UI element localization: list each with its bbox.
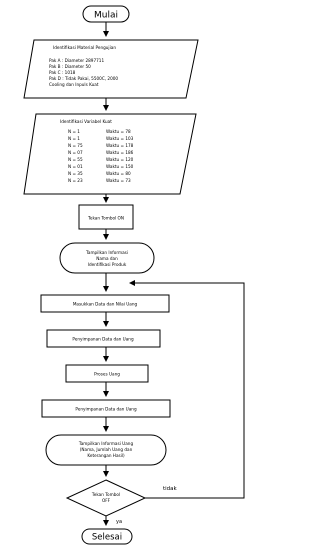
variable-title: Identifikasi Variabel Kuat [60,119,112,124]
display-product-line-1: Tampilkan Informasi [86,250,128,255]
end-label: Selesai [91,532,123,543]
display-money-line-1: Tampilkan Informasi Uang [78,441,134,446]
display-product-line-2: Nama dan [96,256,118,261]
no-loop-arrow [130,283,244,498]
variable-row-7-left: N = 35 [68,171,83,176]
save-data-label: Penyimpanan Data dan Uang [75,406,137,412]
display-product-line-3: Identifikasi Produk [87,262,127,267]
variable-row-8-right: Waktu = 73 [106,178,131,183]
variable-row-4-left: N = 07 [68,150,83,155]
material-line-1: Pak A : Diameter 2897711 [49,58,105,63]
variable-row-7-right: Waktu = 80 [106,171,131,176]
yes-label: ya [116,519,123,525]
press-on-button-label: Tekan Tombol ON [88,215,124,221]
material-line-2: Pak B : Diameter 50 [49,64,91,69]
process-money-label: Proses Uang [94,371,120,377]
variable-row-8-left: N = 23 [68,178,83,183]
material-line-3: Pak C : 1018 [49,70,76,75]
variable-row-1-right: Waktu = 78 [106,129,131,134]
no-label: tidak [163,486,177,492]
variable-row-3-right: Waktu = 178 [106,143,134,148]
display-money-line-3: Keterangan Hasil) [87,453,125,458]
variable-row-2-right: Waktu = 103 [106,136,134,141]
material-line-5: Cooling dan Inpuls Kuat [49,82,99,87]
start-label: Mulai [94,10,118,21]
variable-row-5-right: Waktu = 120 [106,157,134,162]
variable-row-4-right: Waktu = 186 [106,150,134,155]
variable-row-5-left: N = 55 [68,157,83,162]
variable-row-3-left: N = 75 [68,143,83,148]
store-data-label: Penyimpanan Data dan Uang [72,336,134,342]
variable-row-1-left: N = 1 [68,129,80,134]
variable-row-2-left: N = 1 [68,136,80,141]
decision-line-2: OFF [101,498,111,503]
input-data-label: Masukkan Data dan Nilai Uang [72,301,138,307]
variable-row-6-right: Waktu = 150 [106,164,134,169]
decision-line-1: Tekan Tombol [91,492,121,497]
display-money-line-2: (Nama, Jumlah Uang dan [79,447,133,452]
material-line-4: Pak D : Tidak Pakai, 5500C, 2000 [49,76,119,81]
variable-row-6-left: N = 01 [68,164,83,169]
material-title: Identifikasi Material Pengujian [53,45,116,50]
